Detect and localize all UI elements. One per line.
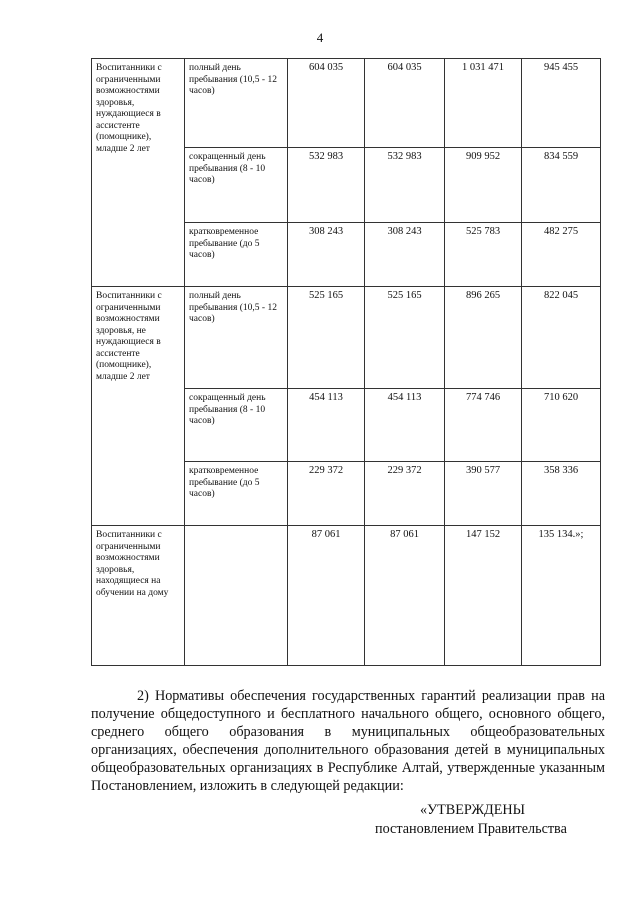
- value-cell: 87 061: [365, 526, 445, 666]
- stay-mode-cell: полный день пребывания (10,5 - 12 часов): [185, 287, 288, 389]
- value-cell: 532 983: [365, 148, 445, 223]
- stay-mode-cell: сокращенный день пребывания (8 - 10 часов): [185, 389, 288, 462]
- value-cell: 308 243: [288, 223, 365, 287]
- stay-mode-cell: полный день пребывания (10,5 - 12 часов): [185, 59, 288, 148]
- stay-mode-cell: кратковременное пребывание (до 5 часов): [185, 223, 288, 287]
- value-cell: 945 455: [522, 59, 601, 148]
- category-cell: Воспитанники с ограниченными возможностями здоровья, находящиеся на обучении на дому: [92, 526, 185, 666]
- value-cell: 229 372: [288, 462, 365, 526]
- body-paragraph: [91, 687, 605, 795]
- value-cell: 1 031 471: [445, 59, 522, 148]
- value-cell: 525 165: [288, 287, 365, 389]
- value-cell: 454 113: [365, 389, 445, 462]
- category-cell: Воспитанники с ограниченными возможностями здоровья, не нуждающиеся в ассистенте (помощнике), младше 2 лет: [92, 287, 185, 526]
- value-cell: 710 620: [522, 389, 601, 462]
- value-cell: 774 746: [445, 389, 522, 462]
- value-cell: 822 045: [522, 287, 601, 389]
- value-cell: 229 372: [365, 462, 445, 526]
- table-row: [92, 287, 601, 389]
- stay-mode-cell: кратковременное пребывание (до 5 часов): [185, 462, 288, 526]
- value-cell: 358 336: [522, 462, 601, 526]
- value-cell: 604 035: [365, 59, 445, 148]
- value-cell: 308 243: [365, 223, 445, 287]
- value-cell: 896 265: [445, 287, 522, 389]
- norms-table: [91, 58, 601, 666]
- value-cell: 454 113: [288, 389, 365, 462]
- table-row: [92, 59, 601, 148]
- paragraph-text: 2) Нормативы обеспечения государственных гарантий реализации прав на получение общедоступного и бесплатного начального общего, основного общего, среднего общего образования в муниципальных общеобразовательных организациях, обеспечения дополнительного образования детей в муниципальных общеобразовательных организациях в Республике Алтай, утвержденные указанным Постановлением, изложить в следующей редакции:: [91, 688, 605, 794]
- stay-mode-cell: [185, 526, 288, 666]
- value-cell: 532 983: [288, 148, 365, 223]
- value-cell: 135 134.»;: [522, 526, 601, 666]
- value-cell: 482 275: [522, 223, 601, 287]
- table-row: [92, 526, 601, 666]
- value-cell: 604 035: [288, 59, 365, 148]
- page-number: 4: [316, 30, 324, 45]
- value-cell: 525 783: [445, 223, 522, 287]
- value-cell: 525 165: [365, 287, 445, 389]
- stay-mode-cell: сокращенный день пребывания (8 - 10 часов): [185, 148, 288, 223]
- value-cell: 909 952: [445, 148, 522, 223]
- value-cell: 147 152: [445, 526, 522, 666]
- category-cell: Воспитанники с ограниченными возможностями здоровья, нуждающиеся в ассистенте (помощнике), младше 2 лет: [92, 59, 185, 287]
- approved-heading: «УТВЕРЖДЕНЫ: [420, 802, 525, 818]
- value-cell: 87 061: [288, 526, 365, 666]
- value-cell: 390 577: [445, 462, 522, 526]
- value-cell: 834 559: [522, 148, 601, 223]
- approved-by-line: постановлением Правительства: [375, 821, 567, 837]
